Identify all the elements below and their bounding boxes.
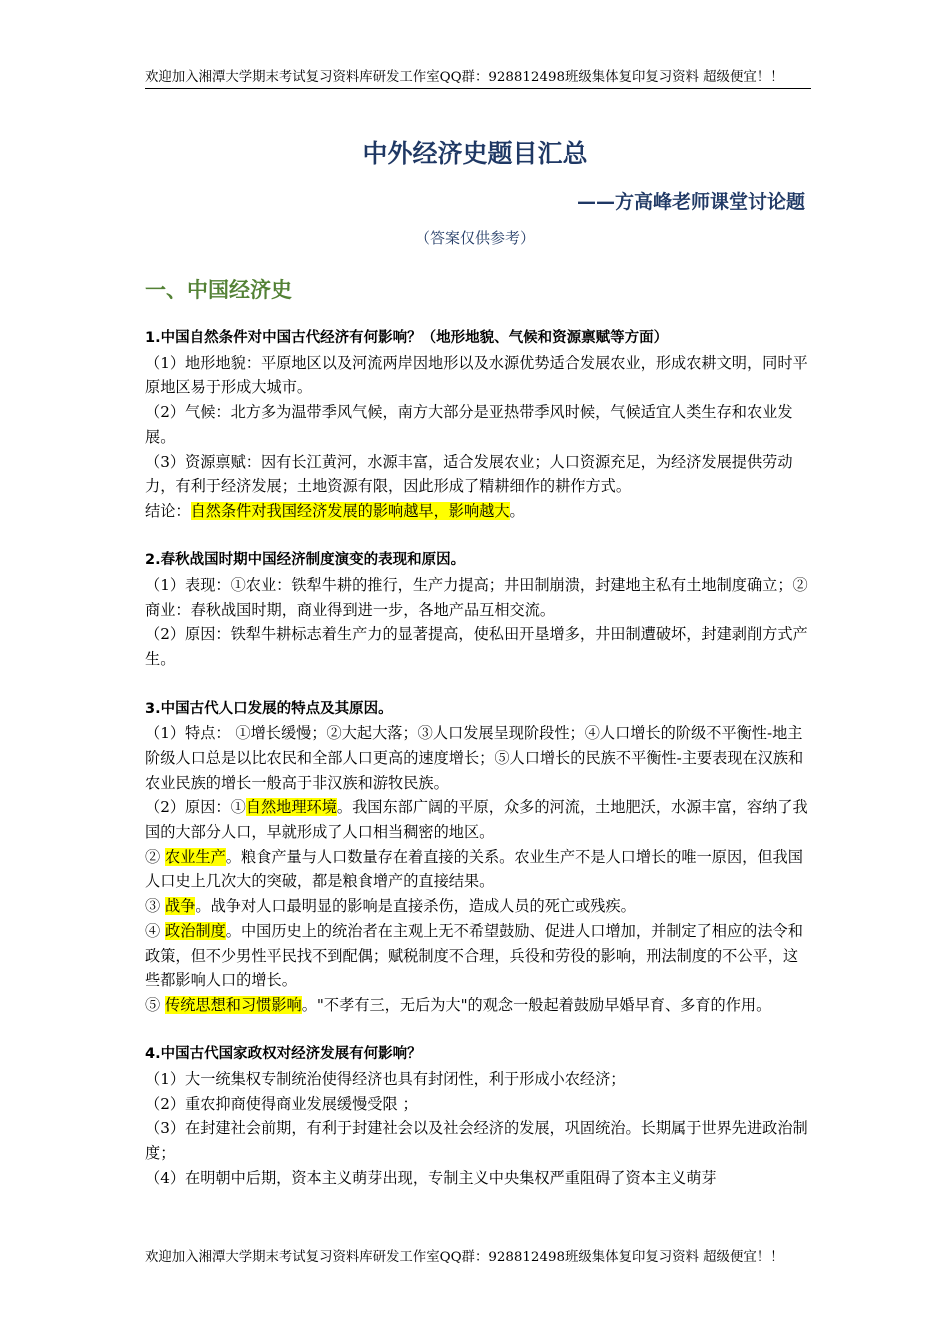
reason-text: 。战争对人口最明显的影响是直接杀伤，造成人员的死亡或残疾。: [195, 897, 636, 916]
reason-paragraph: [145, 795, 810, 844]
answer-paragraph: （2）重农抑商使得商业发展缓慢受限 ；: [145, 1094, 418, 1113]
reason-text: 。中国历史上的统治者在主观上无不希望鼓励、促进人口增加，并制定了相应的法令和政策，但不少男性平民找不到配偶；赋税制度不合理，兵役和劳役的影响，刑法制度的不公平，这些都影响人口的增长。: [145, 921, 803, 990]
answer-paragraph: （3）资源禀赋：因有长江黄河，水源丰富，适合发展农业；人口资源充足，为经济发展提供劳动力，有利于经济发展；土地资源有限，因此形成了精耕细作的耕作方式。: [145, 452, 793, 496]
question-4: 4.中国古代国家政权对经济发展有何影响？: [145, 1046, 422, 1063]
answer-paragraph: （1）表现：①农业：铁犁牛耕的推行，生产力提高；井田制崩溃，封建地主私有土地制度确立；②商业：春秋战国时期，商业得到进一步，各地产品互相交流。: [145, 576, 808, 619]
reason-prefix: ②: [145, 847, 166, 866]
reason-paragraph: [145, 894, 810, 919]
answer-note: （答案仅供参考）: [414, 229, 535, 247]
highlighted-text: 政治制度: [165, 921, 226, 940]
question-2: 2.春秋战国时期中国经济制度演变的表现和原因。: [145, 552, 466, 569]
question-1: 1.中国自然条件对中国古代经济有何影响？（地形地貌、气候和资源禀赋等方面）: [145, 330, 669, 346]
section-heading: 一、中国经济史: [145, 278, 292, 302]
answer-paragraph: （1）大一统集权专制统治使得经济也具有封闭性，利于形成小农经济；: [145, 1070, 626, 1089]
answer-paragraph: （1）地形地貌：平原地区以及河流两岸因地形以及水源优势适合发展农业，形成农耕文明，同时平原地区易于形成大城市。: [145, 353, 808, 397]
highlighted-text: 自然条件对我国经济发展的影响越早，影响越大: [190, 501, 510, 520]
highlighted-text: 自然地理环境: [245, 798, 337, 817]
reason-text: 。粮食产量与人口数量存在着直接的关系。农业生产不是人口增长的唯一原因，但我国人口史上几次大的突破，都是粮食增产的直接结果。: [145, 847, 803, 891]
answer-paragraph: （2）原因：铁犁牛耕标志着生产力的显著提高，使私田开垦增多，井田制遭破坏，封建剥削方式产生。: [145, 625, 808, 669]
question-3: 3.中国古代人口发展的特点及其原因。: [145, 700, 393, 717]
conclusion-suffix: 。: [509, 501, 525, 520]
conclusion-paragraph: [145, 499, 810, 524]
reason-prefix: ④: [145, 921, 166, 940]
reason-prefix: ③: [145, 897, 166, 916]
answer-paragraph: （2）气候：北方多为温带季风气候，南方大部分是亚热带季风时候，气候适宜人类生存和农业发展。: [145, 403, 793, 446]
answer-paragraph: （4）在明朝中后期，资本主义萌芽出现，专制主义中央集权严重阻碍了资本主义萌芽: [145, 1168, 717, 1187]
highlighted-text: 农业生产: [165, 847, 226, 866]
document-body: [145, 326, 810, 1191]
reason-prefix: （2）原因：①: [145, 798, 246, 817]
reason-paragraph: [145, 845, 810, 894]
page-header: 欢迎加入湘潭大学期末考试复习资料库研发工作室QQ群：928812498班级集体复印复习资料 超级便宜！！: [145, 66, 811, 89]
highlighted-text: 传统思想和习惯影响: [165, 995, 302, 1014]
answer-paragraph: （3）在封建社会前期，有利于封建社会以及社会经济的发展，巩固统治。长期属于世界先进政治制度；: [145, 1119, 808, 1163]
conclusion-prefix: 结论：: [145, 501, 191, 520]
reason-paragraph: [145, 993, 810, 1018]
reason-text: 。我国东部广阔的平原，众多的河流，土地肥沃，水源丰富，容纳了我国的大部分人口，早就形成了人口相当稠密的地区。: [145, 798, 808, 842]
document-subtitle: ——方高峰老师课堂讨论题: [576, 191, 805, 213]
highlighted-text: 战争: [165, 897, 196, 916]
page-footer: 欢迎加入湘潭大学期末考试复习资料库研发工作室QQ群：928812498班级集体复印复习资料 超级便宜！！: [145, 1250, 784, 1265]
answer-paragraph: （1）特点： ①增长缓慢；②大起大落；③人口发展呈现阶段性；④人口增长的阶级不平衡性-地主阶级人口总是以比农民和全部人口更高的速度增长；⑤人口增长的民族不平衡性-主要表现在汉族和农业民族的增长一般高于非汉族和游牧民族。: [145, 724, 804, 792]
document-title: 中外经济史题目汇总: [362, 139, 588, 168]
reason-text: 。"不孝有三，无后为大"的观念一般起着鼓励早婚早育、多育的作用。: [301, 995, 772, 1014]
reason-prefix: ⑤: [145, 995, 166, 1014]
reason-paragraph: [145, 919, 810, 993]
